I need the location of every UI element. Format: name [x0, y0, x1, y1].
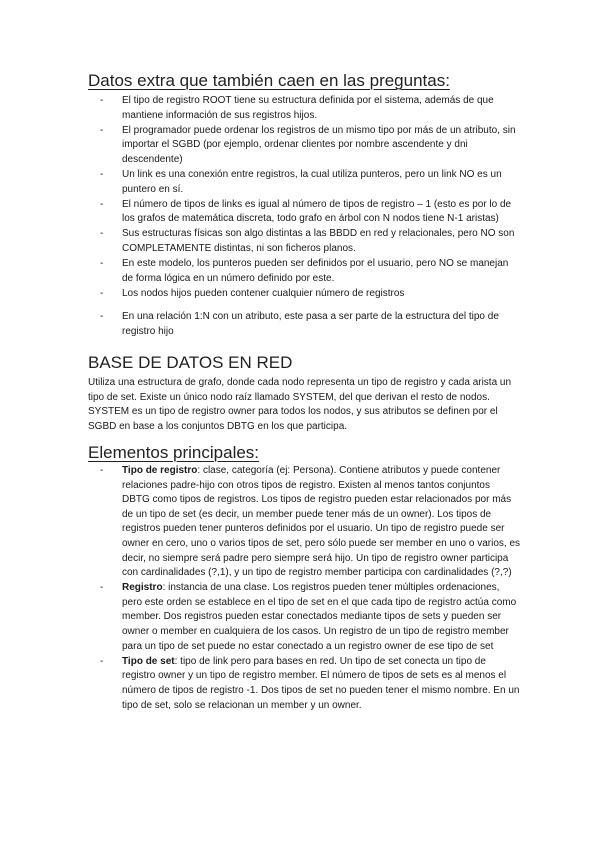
extra-data-list [100, 94, 520, 340]
term-description: : clase, categoría (ej: Persona). Contiene atributos y puede contener relaciones padre-hijo con otros tipos de registro. Existen al menos tantos conjuntos DBTG como tipos de registros. Los tipos de registro pueden estar relacionados por más de un tipo de set (es decir, un member puede tener más de un owner). Los tipos de registros pueden tener punteros definidos por el usuario. Un tipo de registro puede ser owner en cero, uno o varios tipos de set, pero sólo puede ser member en uno o varios, es decir, no siempre será padre pero siempre será hijo. Un tipo de registro owner participa con cardinalidades (?,1), y un tipo de registro member participa con cardinalidades (?,?) [122, 465, 521, 579]
network-db-paragraph: Utiliza una estructura de grafo, donde cada nodo representa un tipo de registro y cada arista un tipo de set. Existe un único nodo raíz llamado SYSTEM, del que derivan el resto de nodos. SYSTEM es un tipo de registro owner para todos los nodos, y sus atributos se definen por el SGBD en base a los conjuntos DBTG en los que participa. [88, 377, 512, 432]
list-marker: - [100, 95, 104, 106]
list-item [100, 655, 520, 713]
list-item [100, 124, 520, 168]
term-description: : instancia de una clase. Los registros pueden tener múltiples ordenaciones, pero este orden se establece en el tipo de set en el que cada tipo de registro actúa como member. Dos registros pueden estar conectados mediante tipos de sets y pueden ser owner o member en cualquiera de los casos. Un registro de un tipo de registro member para un tipo de set puede no estar conectado a un registro owner de ese tipo de set [122, 582, 517, 652]
term-label: Registro [122, 582, 163, 594]
list-item [100, 257, 520, 286]
list-item-text: Un link es una conexión entre registros, la cual utiliza punteros, pero un link NO es un puntero en sí. [122, 168, 502, 195]
list-item [100, 287, 520, 302]
list-item [100, 168, 520, 197]
list-item-text: El número de tipos de links es igual al número de tipos de registro – 1 (esto es por lo de los grafos de matemática discreta, todo grafo en árbol con N nodos tiene N-1 aristas) [122, 198, 512, 225]
term-label: Tipo de registro [122, 465, 198, 476]
main-elements-heading: Elementos principales: [88, 443, 260, 462]
network-db-heading: BASE DE DATOS EN RED [88, 353, 293, 372]
list-marker: - [100, 465, 104, 476]
list-item-text: El tipo de registro ROOT tiene su estructura definida por el sistema, además de que mantiene información de sus registros hijos. [122, 95, 494, 121]
list-item [100, 464, 520, 581]
list-marker: - [100, 228, 104, 240]
list-item-text: En este modelo, los punteros pueden ser definidos por el usuario, pero NO se manejan de forma lógica en un número definido por este. [122, 258, 509, 284]
list-marker: - [100, 287, 104, 299]
list-marker: - [100, 258, 104, 270]
list-item [100, 198, 520, 227]
list-item-text: Sus estructuras físicas son algo distintas a las BBDD en red y relacionales, pero NO son COMPLETAMENTE distintas, ni son ficheros planos. [122, 228, 515, 254]
list-marker: - [100, 655, 104, 667]
main-elements-list [100, 464, 520, 714]
list-marker: - [100, 168, 104, 180]
extra-data-heading: Datos extra que también caen en las preguntas: [88, 71, 450, 90]
list-item [100, 227, 520, 256]
list-item-text: El programador puede ordenar los registros de un mismo tipo por más de un atributo, sin importar el SGBD (por ejemplo, ordenar clientes por nombre ascendente y dni descendente) [122, 124, 516, 165]
list-item [100, 94, 520, 123]
list-item-text: Los nodos hijos pueden contener cualquier número de registros [122, 287, 405, 299]
term-description: : tipo de link pero para bases en red. Un tipo de set conecta un tipo de registro owner y un tipo de registro member. El número de tipos de sets es al menos el número de tipos de registro -1. Dos tipos de set no pueden tener el mismo nombre. En un tipo de set, solo se relacionan un member y un owner. [122, 655, 520, 711]
list-item [100, 310, 520, 339]
list-item [100, 581, 520, 654]
list-item-text: En una relación 1:N con un atributo, este pasa a ser parte de la estructura del tipo de registro hijo [122, 311, 499, 337]
list-marker: - [100, 124, 104, 136]
term-label: Tipo de set [122, 655, 175, 667]
list-marker: - [100, 582, 104, 594]
list-marker: - [100, 311, 104, 323]
list-marker: - [100, 198, 104, 210]
